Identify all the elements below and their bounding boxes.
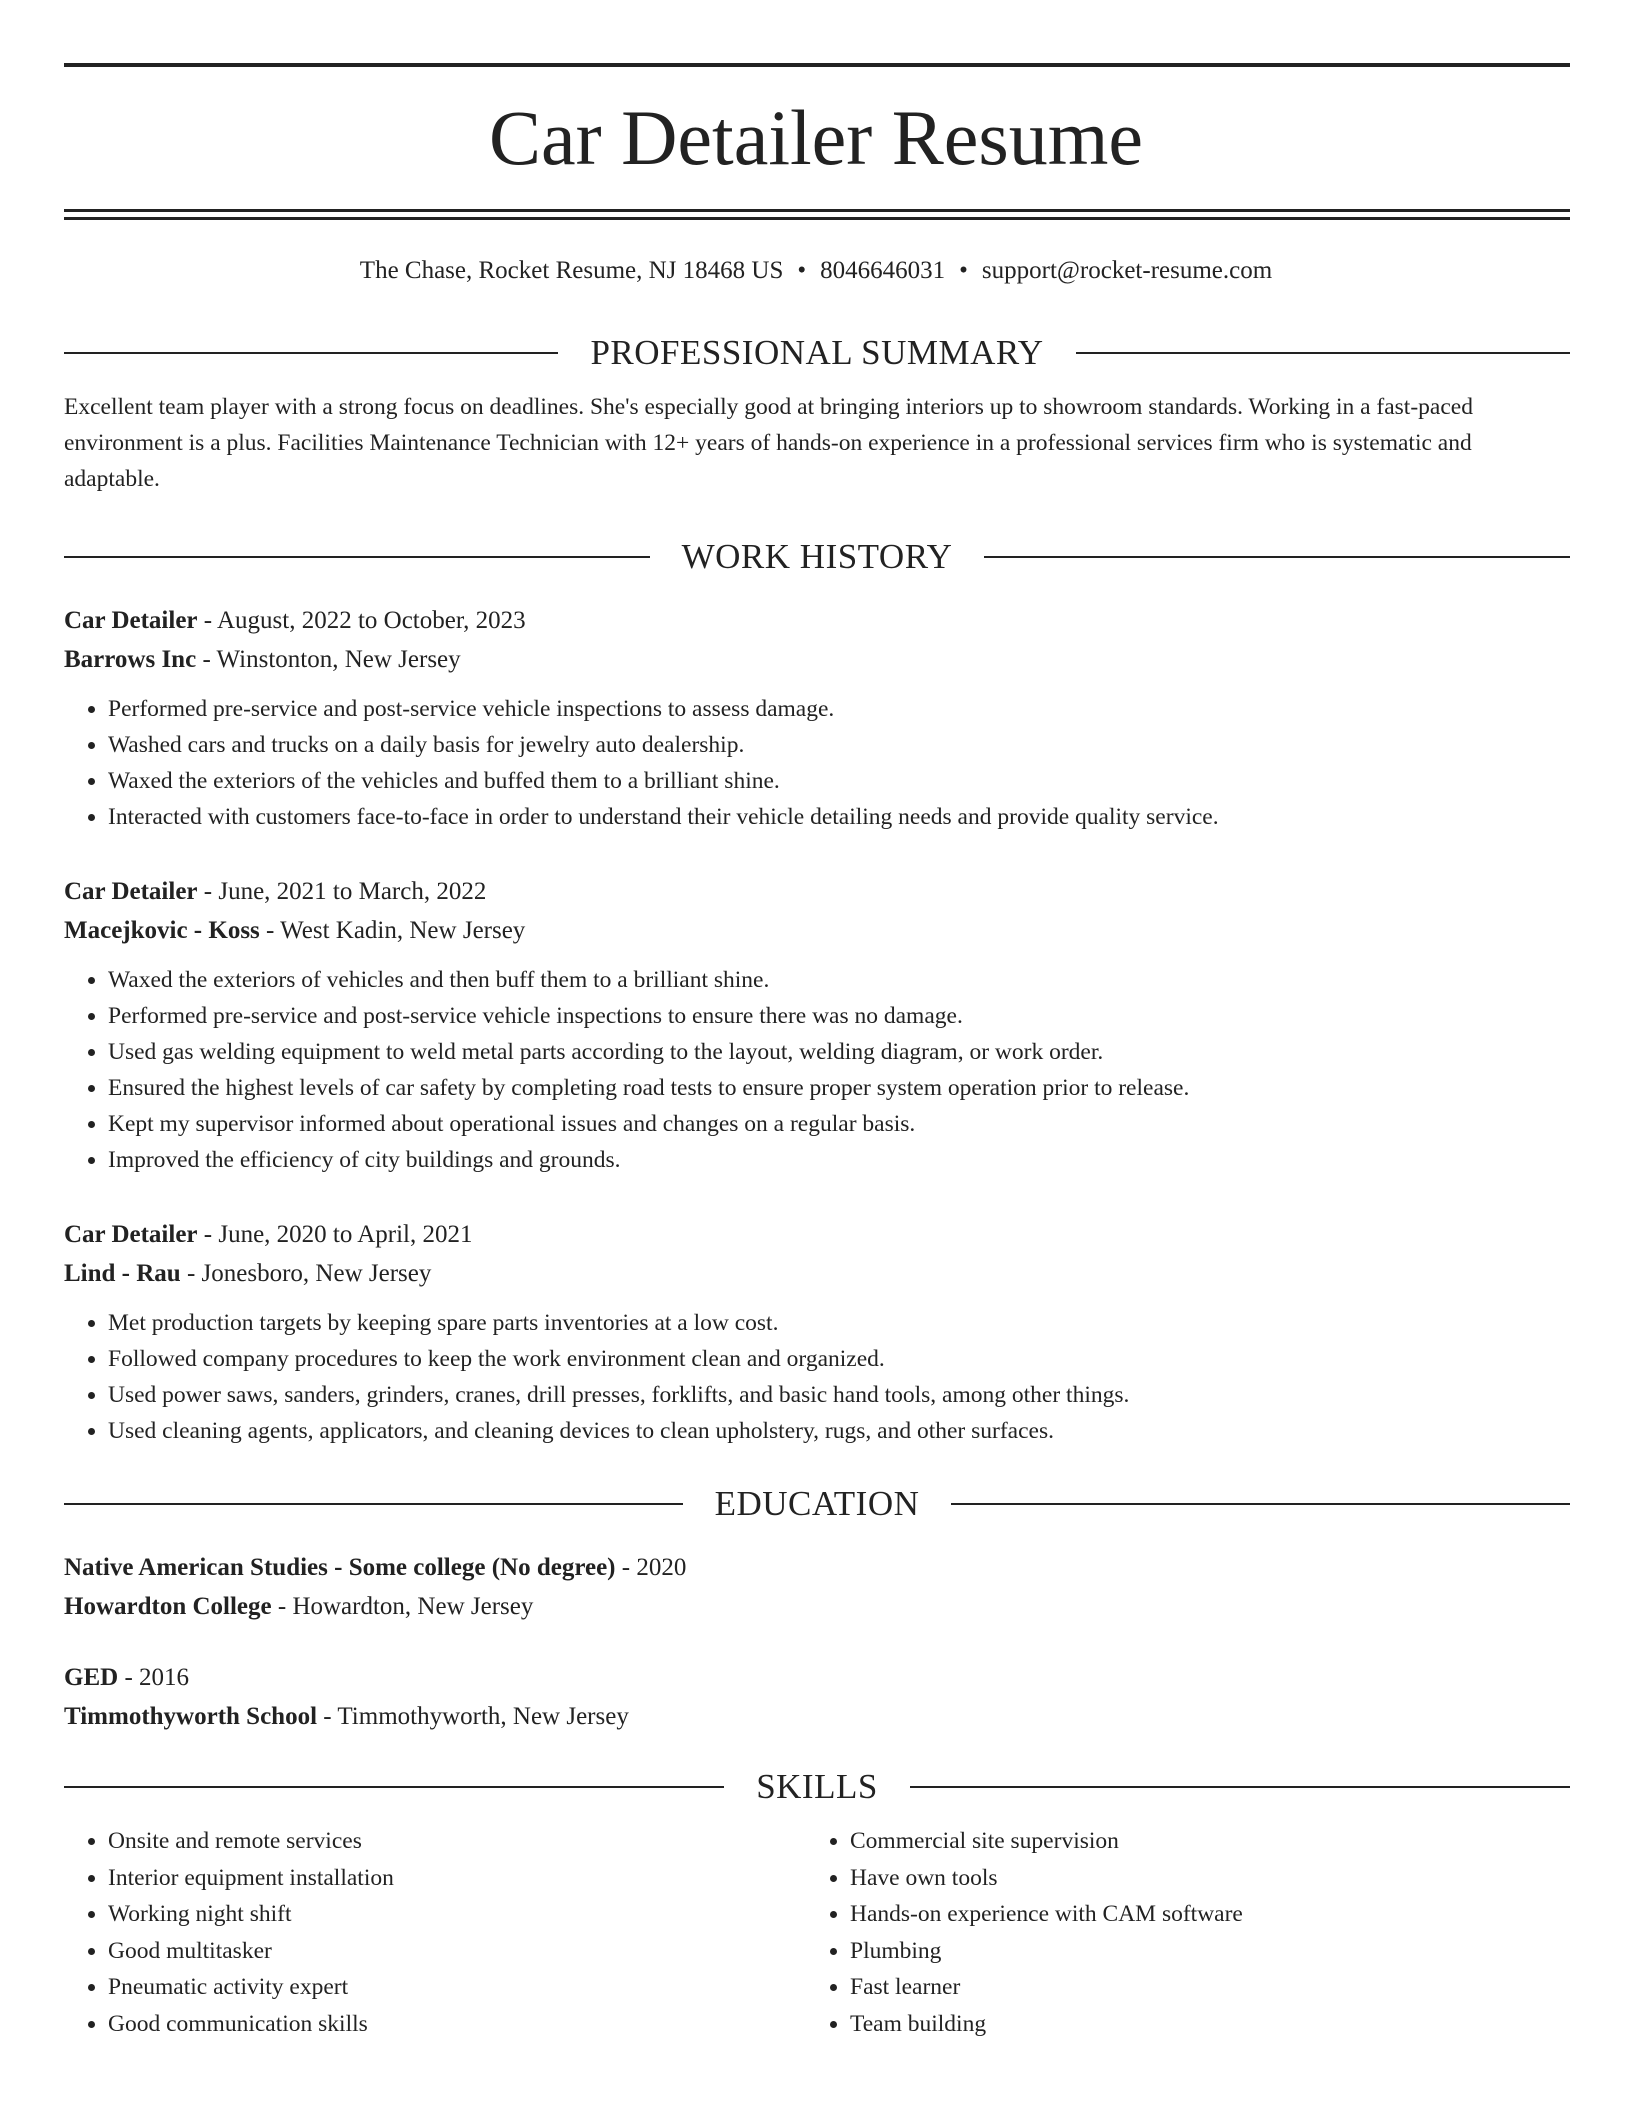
job-bullet: • Kept my supervisor informed about operational issues and changes on a regular basis. [108, 1106, 1570, 1142]
job-bullet: • Used gas welding equipment to weld metal parts according to the layout, welding diagram, or work order. [108, 1034, 1570, 1070]
education-section [64, 1482, 1570, 1526]
job-title-line [64, 872, 1570, 911]
job-dates: - June, 2021 to March, 2022 [197, 878, 487, 905]
job-company-line [64, 1254, 1570, 1293]
skill-item: • Have own tools [850, 1860, 1548, 1897]
job-company-line [64, 640, 1570, 679]
header-double-rule-lower [64, 217, 1570, 220]
education-degree-line [64, 1548, 1570, 1587]
skill-item: • Plumbing [850, 1933, 1548, 1970]
skills-list-left [64, 1823, 806, 2042]
education-degree: GED [64, 1664, 119, 1691]
heading-rule [64, 352, 558, 354]
job-bullet: • Performed pre-service and post-service vehicle inspections to assess damage. [108, 691, 1570, 727]
contact-email: support@rocket-resume.com [981, 257, 1273, 284]
job-title: Car Detailer [64, 1221, 198, 1248]
education-degree: Native American Studies - Some college (No degree) [64, 1554, 616, 1581]
job-company: Barrows Inc [64, 646, 197, 673]
heading-rule [984, 556, 1570, 558]
education-location: - Timmothyworth, New Jersey [317, 1703, 629, 1730]
job-location: - West Kadin, New Jersey [259, 917, 526, 944]
summary-heading-row [64, 331, 1570, 375]
education-heading-row [64, 1482, 1570, 1526]
job-entry [64, 601, 1570, 835]
job-entry [64, 1215, 1570, 1449]
contact-line [0, 254, 1632, 288]
heading-rule [64, 1503, 683, 1505]
skills-list-right [806, 1823, 1548, 2042]
contact-phone: 8046646031 [820, 257, 946, 284]
education-school-line [64, 1697, 1570, 1736]
skill-item: • Fast learner [850, 1969, 1548, 2006]
job-bullets [64, 691, 1570, 835]
work-history-heading: WORK HISTORY [681, 537, 953, 576]
job-bullet: • Used cleaning agents, applicators, and cleaning devices to clean upholstery, rugs, and other surfaces. [108, 1413, 1570, 1449]
contact-address: The Chase, Rocket Resume, NJ 18468 US [359, 257, 784, 284]
contact-separator: • [797, 257, 807, 284]
education-degree-line [64, 1658, 1570, 1697]
job-bullet: • Waxed the exteriors of the vehicles and buffed them to a brilliant shine. [108, 763, 1570, 799]
job-location: - Jonesboro, New Jersey [180, 1260, 432, 1287]
summary-heading: PROFESSIONAL SUMMARY [590, 333, 1044, 372]
job-bullet: • Met production targets by keeping spare parts inventories at a low cost. [108, 1305, 1570, 1341]
education-year: - 2020 [615, 1554, 687, 1581]
job-bullet: • Performed pre-service and post-service vehicle inspections to ensure there was no damage. [108, 998, 1570, 1034]
heading-rule [1076, 352, 1570, 354]
heading-rule [910, 1786, 1570, 1788]
education-year: - 2016 [118, 1664, 190, 1691]
education-location: - Howardton, New Jersey [271, 1593, 534, 1620]
heading-rule [951, 1503, 1570, 1505]
job-bullet: • Waxed the exteriors of vehicles and then buff them to a brilliant shine. [108, 962, 1570, 998]
job-title-line [64, 601, 1570, 640]
header-top-rule [64, 63, 1570, 67]
work-history-heading-row [64, 535, 1570, 579]
contact-separator: • [959, 257, 968, 284]
job-bullet: • Washed cars and trucks on a daily basis for jewelry auto dealership. [108, 727, 1570, 763]
skill-item: • Interior equipment installation [108, 1860, 806, 1897]
skill-item: • Good multitasker [108, 1933, 806, 1970]
job-company-line [64, 911, 1570, 950]
job-bullet: • Improved the efficiency of city buildings and grounds. [108, 1142, 1570, 1178]
education-school-line [64, 1587, 1570, 1626]
skills-heading: SKILLS [756, 1767, 878, 1806]
job-bullet: • Interacted with customers face-to-face in order to understand their vehicle detailing needs and provide quality service. [108, 799, 1570, 835]
job-company: Lind - Rau [64, 1260, 181, 1287]
education-entry [64, 1658, 1570, 1736]
job-company: Macejkovic - Koss [64, 917, 260, 944]
heading-rule [64, 1786, 724, 1788]
heading-rule [64, 556, 650, 558]
skill-item: • Working night shift [108, 1896, 806, 1933]
job-bullets [64, 962, 1570, 1178]
skill-item: • Pneumatic activity expert [108, 1969, 806, 2006]
skill-item: • Commercial site supervision [850, 1823, 1548, 1860]
job-title: Car Detailer [64, 878, 198, 905]
job-title: Car Detailer [64, 607, 198, 634]
education-heading: EDUCATION [714, 1484, 920, 1523]
summary-section [64, 331, 1570, 497]
job-title-line [64, 1215, 1570, 1254]
job-bullet: • Followed company procedures to keep the work environment clean and organized. [108, 1341, 1570, 1377]
job-dates: - June, 2020 to April, 2021 [197, 1221, 473, 1248]
skill-item: • Team building [850, 2006, 1548, 2043]
work-history-section [64, 535, 1570, 579]
job-location: - Winstonton, New Jersey [196, 646, 461, 673]
education-school: Howardton College [64, 1593, 272, 1620]
job-bullets [64, 1305, 1570, 1449]
skills-heading-row [64, 1765, 1570, 1809]
job-entry [64, 872, 1570, 1178]
job-bullet: • Used power saws, sanders, grinders, cranes, drill presses, forklifts, and basic hand tools, among other things. [108, 1377, 1570, 1413]
education-entry [64, 1548, 1570, 1626]
skill-item: • Good communication skills [108, 2006, 806, 2043]
resume-title: Car Detailer Resume [488, 94, 1144, 181]
education-school: Timmothyworth School [64, 1703, 318, 1730]
skills-columns [64, 1823, 1570, 2042]
summary-text: Excellent team player with a strong focus on deadlines. She's especially good at bringing interiors up to showroom standards. Working in a fast-paced environment is a plus. Facilities Maintenance Technician with 12+ years of hands-on experience in a professional services firm who is systematic and adaptable. [64, 394, 1473, 492]
header-double-rule-upper [64, 209, 1570, 212]
job-bullet: • Ensured the highest levels of car safety by completing road tests to ensure proper system operation prior to release. [108, 1070, 1570, 1106]
job-dates: - August, 2022 to October, 2023 [197, 607, 526, 634]
skill-item: • Onsite and remote services [108, 1823, 806, 1860]
skill-item: • Hands-on experience with CAM software [850, 1896, 1548, 1933]
skills-section [64, 1765, 1570, 2042]
